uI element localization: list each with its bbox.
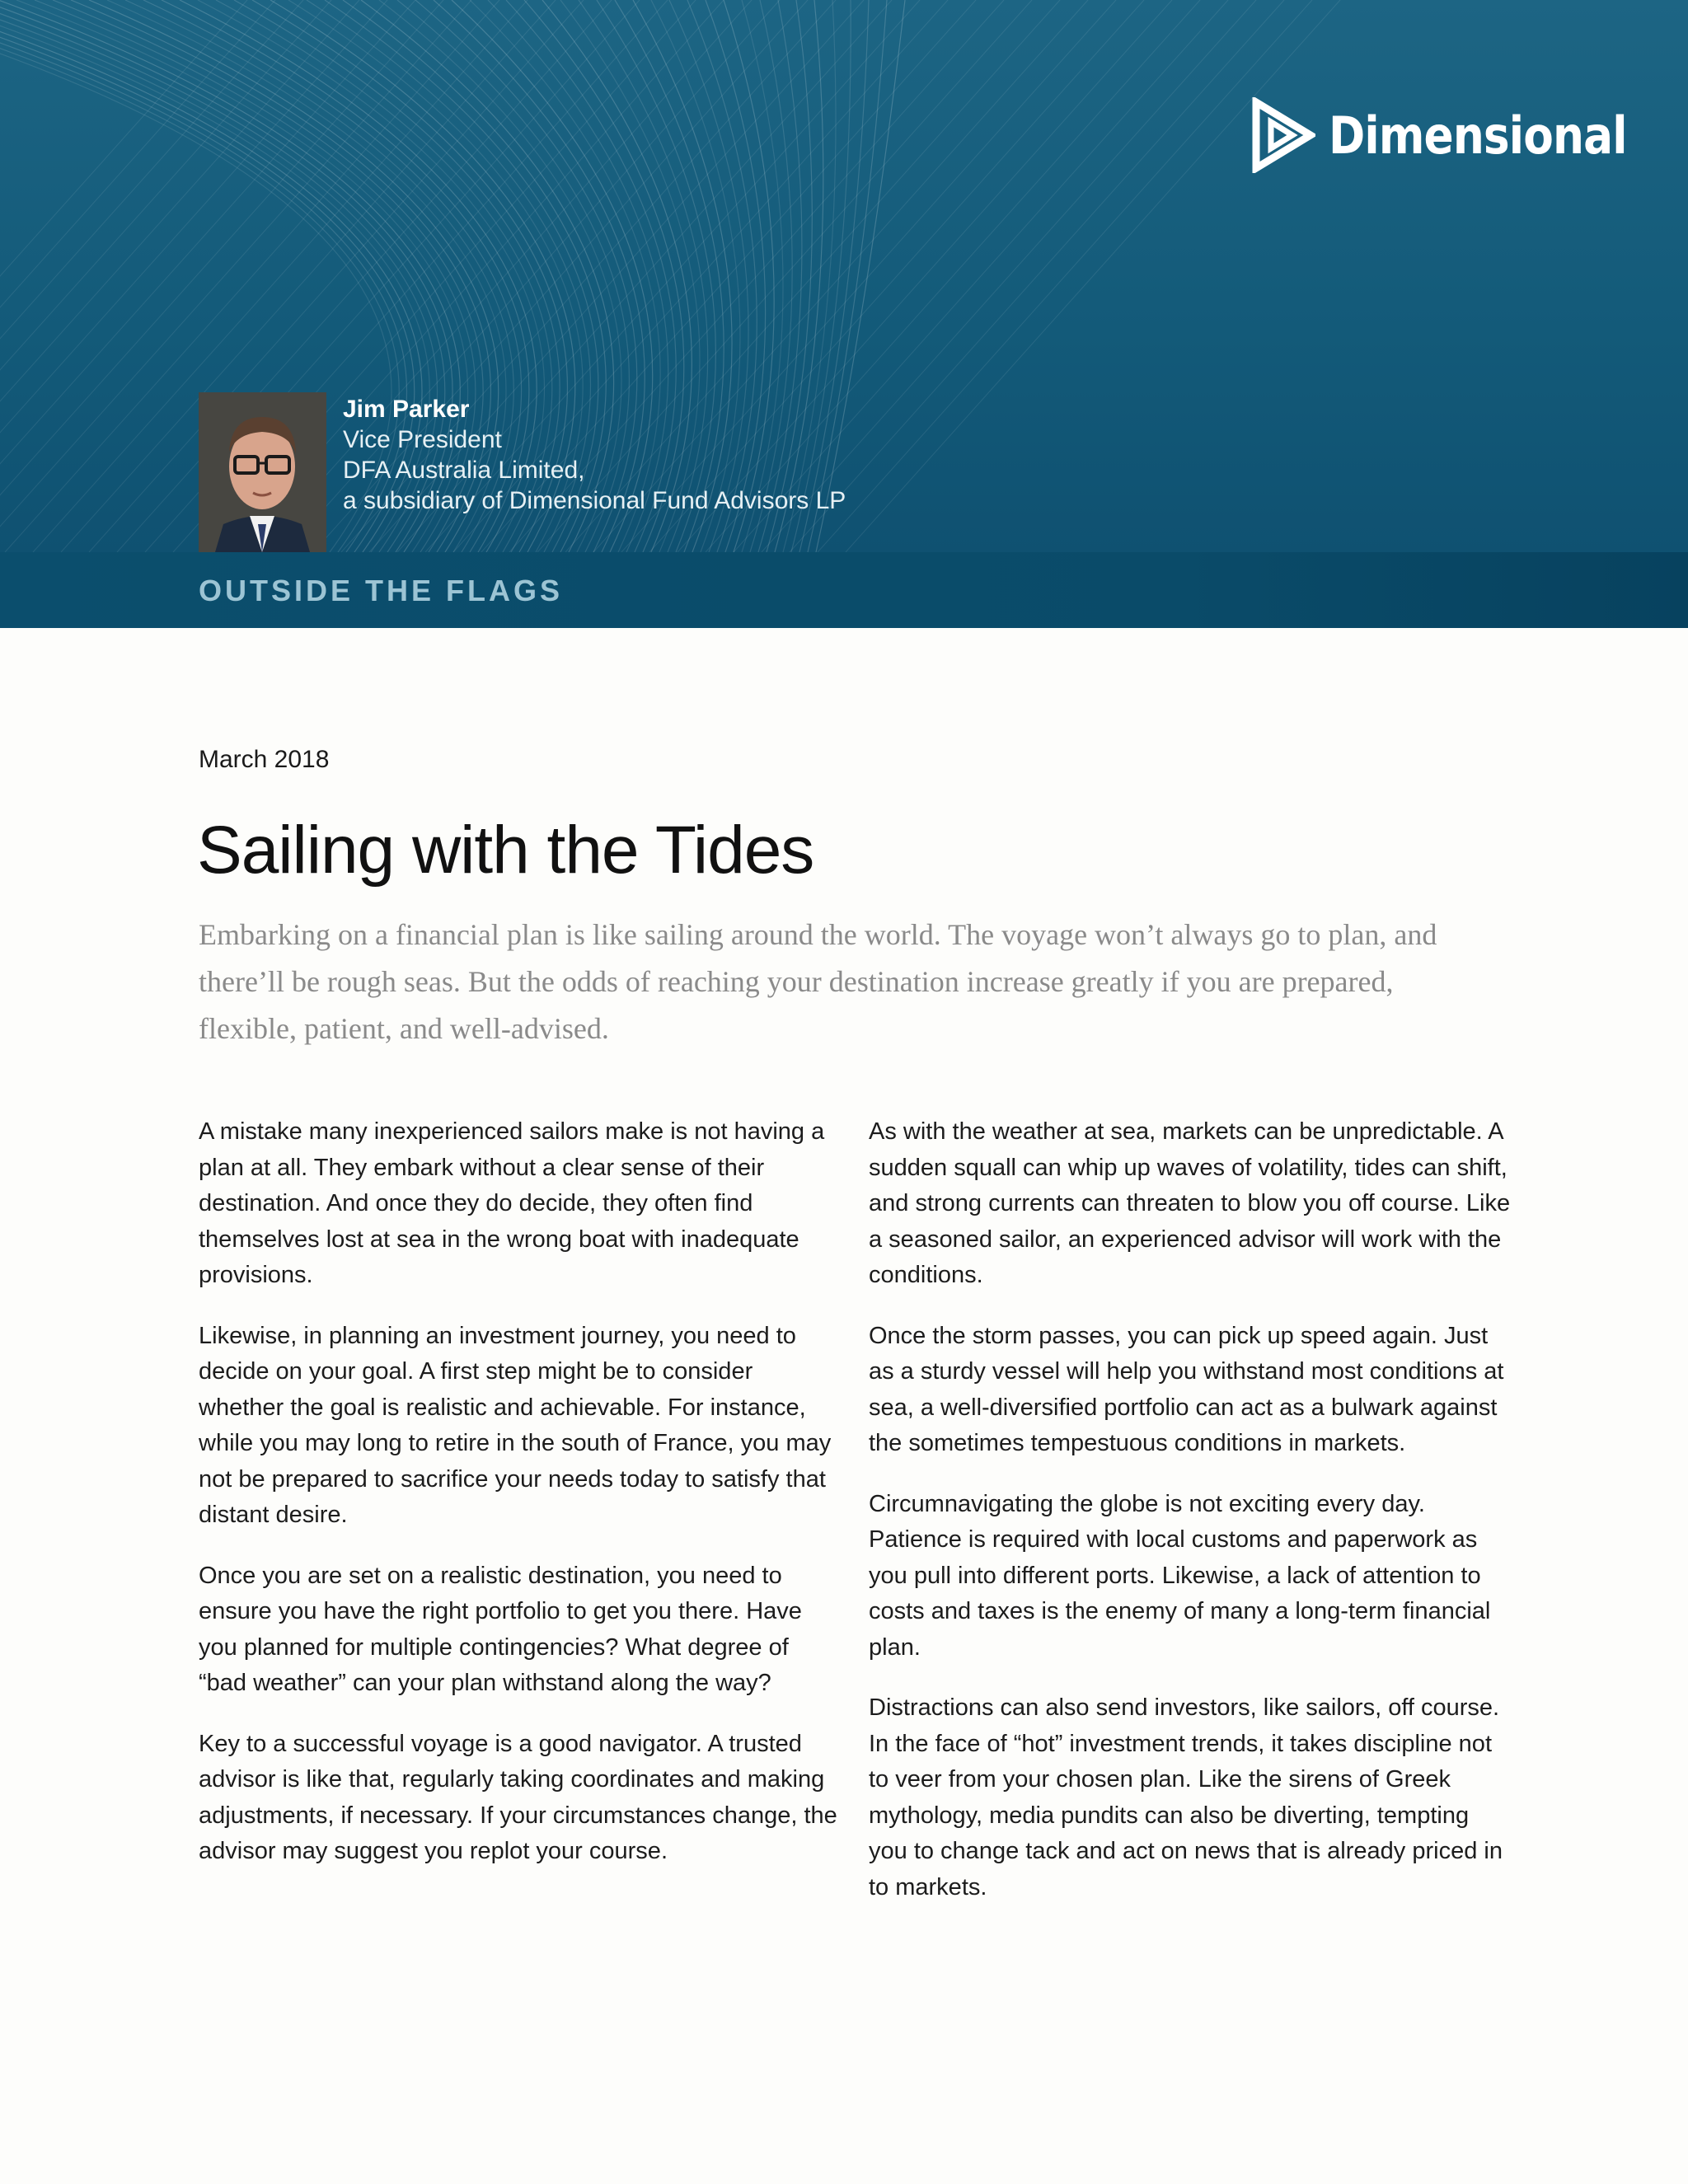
author-info	[343, 394, 846, 516]
paragraph: A mistake many inexperienced sailors make is not having a plan at all. They embark without a clear sense of their destination. And once they do decide, they often find themselves lost at sea in the wrong boat with inadequate provisions.	[199, 1118, 825, 1288]
paragraph: Distractions can also send investors, like sailors, off course. In the face of “hot” investment trends, it takes discipline not to veer from your chosen plan. Like the sirens of Greek mythology, media pundits can also be diverting, tempting you to change tack and act on news that is already priced in to markets.	[869, 1694, 1503, 1900]
author-subsidiary: a subsidiary of Dimensional Fund Advisors LP	[343, 487, 846, 514]
page-header	[0, 0, 1688, 552]
author-photo	[199, 392, 326, 552]
author-portrait-illustration	[199, 392, 326, 552]
paragraph: Circumnavigating the globe is not exciting every day. Patience is required with local customs and paperwork as you pull into different ports. Likewise, a lack of attention to costs and taxes is the enemy of many a long-term financial plan.	[869, 1490, 1491, 1661]
paragraph: Key to a successful voyage is a good navigator. A trusted advisor is like that, regularly taking coordinates and making adjustments, if necessary. If your circumstances change, the advisor may suggest you replot your course.	[199, 1730, 837, 1864]
logo-text: Dimensional	[1329, 105, 1627, 166]
article-title: Sailing with the Tides	[197, 813, 814, 888]
author-company: DFA Australia Limited,	[343, 457, 585, 484]
article-lede: Embarking on a financial plan is like sailing around the world. The voyage won’t always go to plan, and there’ll be rough seas. But the odds of reaching your destination increase greatly if you are prepared, flexible, patient, and well-advised.	[199, 918, 1437, 1045]
article-date: March 2018	[199, 746, 330, 773]
paragraph: As with the weather at sea, markets can be unpredictable. A sudden squall can whip up waves of volatility, tides can shift, and strong currents can threaten to blow you off course. Like a seasoned sailor, an experienced advisor will work with the conditions.	[869, 1118, 1511, 1288]
series-band	[0, 552, 1688, 628]
author-name: Jim Parker	[343, 396, 470, 423]
paragraph: Likewise, in planning an investment journey, you need to decide on your goal. A first step might be to consider whether the goal is realistic and achievable. For instance, while you may long to retire in the south of France, you may not be prepared to sacrifice your needs today to satisfy that distant desire.	[199, 1322, 832, 1528]
right-column	[869, 1114, 1512, 1930]
paragraph: Once you are set on a realistic destination, you need to ensure you have the right portfolio to get you there. Have you planned for multiple contingencies? What degree of “bad weather” can your plan withstand along the way?	[199, 1562, 802, 1696]
dimensional-logo-icon	[1250, 97, 1315, 173]
left-column	[199, 1114, 842, 1895]
author-title: Vice President	[343, 426, 502, 453]
paragraph: Once the storm passes, you can pick up speed again. Just as a sturdy vessel will help you withstand most conditions at sea, a well-diversified portfolio can act as a bulwark against the sometimes tempestuous conditions in markets.	[869, 1322, 1504, 1456]
dimensional-logo	[1250, 97, 1676, 173]
series-label: OUTSIDE THE FLAGS	[199, 574, 564, 607]
